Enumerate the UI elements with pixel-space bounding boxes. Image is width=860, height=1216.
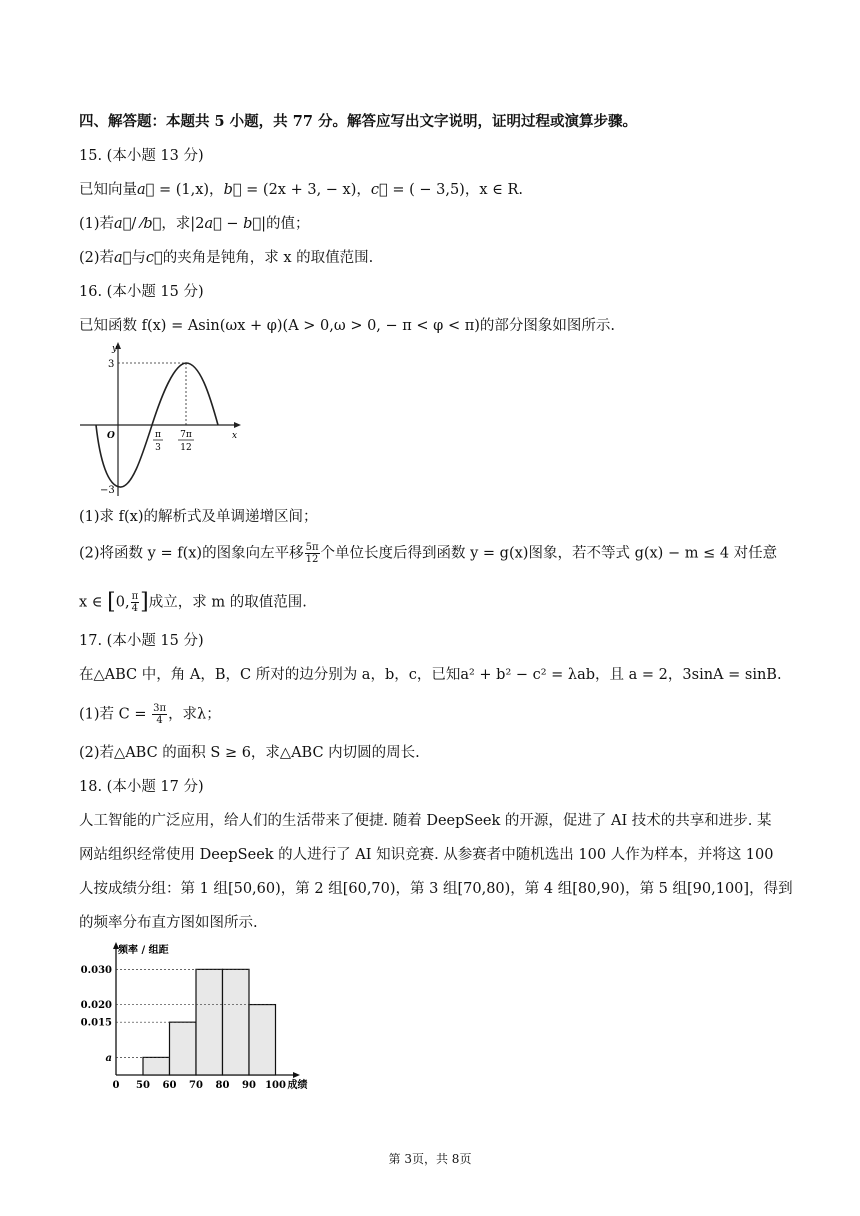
hist-bar bbox=[249, 1005, 276, 1075]
q16-part2-cont: x ∈ [0, $\frac{\pi}{4}$ ]成立，求 m 的取值范围. bbox=[79, 589, 307, 615]
x-arrow-icon bbox=[293, 1072, 300, 1078]
hist-bar bbox=[170, 1022, 197, 1075]
hist-y-tick: 0.030 bbox=[80, 964, 112, 976]
q18-line2: 网站组织经常使用 DeepSeek 的人进行了 AI 知识竞赛. 从参赛者中随机选出 100 人作为样本，并将这 100 bbox=[79, 847, 774, 863]
tick1-den: 3 bbox=[155, 443, 161, 453]
hist-x-tick: 80 bbox=[215, 1080, 230, 1091]
x-arrow-icon bbox=[234, 422, 241, 428]
q17-part2: (2)若△ABC 的面积 S ≥ 6，求△ABC 内切圆的周长. bbox=[79, 745, 420, 761]
hist-x-tick: 60 bbox=[162, 1080, 177, 1091]
graph-origin-label: O bbox=[107, 431, 115, 441]
q15-stem: 已知向量a⃗ = (1,x)，b⃗ = (2x + 3, − x)，c⃗ = ( − 3,5)，x ∈ R. bbox=[79, 182, 523, 198]
graph-y-label: y bbox=[112, 344, 118, 354]
tick2-num: 7π bbox=[180, 430, 192, 440]
hist-y-tick: 0.020 bbox=[80, 1000, 112, 1012]
q18-title: 18. (本小题 17 分) bbox=[79, 779, 204, 795]
q15-title: 15. (本小题 13 分) bbox=[79, 148, 204, 164]
q15-part1: (1)若a⃗/ ⁄b⃗，求|2a⃗ − b⃗|的值； bbox=[79, 216, 310, 232]
graph-max-label: 3 bbox=[108, 359, 115, 370]
section-heading: 四、解答题：本题共 5 小题，共 77 分。解答应写出文字说明，证明过程或演算步骤。 bbox=[79, 113, 637, 130]
q17-stem: 在△ABC 中，角 A，B，C 所对的边分别为 a，b，c，已知a² + b² − c² = λab，且 a = 2，3sinA = sinB. bbox=[79, 667, 782, 683]
tick1-num: π bbox=[155, 430, 161, 440]
sine-graph bbox=[78, 336, 258, 501]
frequency-histogram bbox=[76, 940, 326, 1092]
q18-line1: 人工智能的广泛应用，给人们的生活带来了便捷. 随着 DeepSeek 的开源，促进了 AI 技术的共享和进步. 某 bbox=[79, 813, 772, 829]
q17-title: 17. (本小题 15 分) bbox=[79, 633, 204, 649]
page-footer: 第 3页，共 8页 bbox=[388, 1152, 472, 1166]
histogram-figure bbox=[76, 940, 326, 1096]
hist-bar bbox=[143, 1057, 170, 1075]
q16-title: 16. (本小题 15 分) bbox=[79, 284, 204, 300]
graph-min-label: −3 bbox=[100, 485, 115, 496]
q16-part1: (1)求 f(x)的解析式及单调递增区间； bbox=[79, 509, 318, 525]
hist-x-tick: 100 bbox=[265, 1080, 286, 1091]
q18-line4: 的频率分布直方图如图所示. bbox=[79, 915, 258, 931]
tick2-den: 12 bbox=[180, 443, 192, 453]
hist-x-tick: 0 bbox=[112, 1080, 120, 1091]
graph-x-label: x bbox=[232, 431, 238, 441]
q17-part1: (1)若 C = $\frac{3\pi}{4}$ ，求λ； bbox=[79, 703, 221, 726]
hist-x-tick: 90 bbox=[242, 1080, 256, 1091]
hist-y-tick: a bbox=[105, 1052, 112, 1064]
hist-x-tick: 50 bbox=[136, 1080, 150, 1091]
q16-part2: (2)将函数 y = f(x)的图象向左平移 $\frac{5\pi}{12}$ 个单位长度后得到函数 y = g(x)图象，若不等式 g(x) − m ≤ 4 对任意 bbox=[79, 542, 778, 565]
q15-part2: (2)若a⃗与c⃗的夹角是钝角，求 x 的取值范围. bbox=[79, 250, 374, 266]
q16-stem: 已知函数 f(x) = Asin(ωx + φ)(A > 0,ω > 0, − π < φ < π)的部分图象如图所示. bbox=[79, 318, 615, 334]
hist-x-label: 成绩 bbox=[287, 1080, 308, 1091]
hist-x-tick: 70 bbox=[189, 1080, 203, 1091]
hist-y-tick: 0.015 bbox=[80, 1017, 112, 1029]
q18-line3: 人按成绩分组：第 1 组[50,60)，第 2 组[60,70)，第 3 组[70,80)，第 4 组[80,90)，第 5 组[90,100]，得到 bbox=[79, 881, 793, 897]
hist-bar bbox=[223, 969, 250, 1075]
hist-bar bbox=[196, 969, 223, 1075]
hist-y-label: 频率 / 组距 bbox=[118, 945, 169, 956]
sine-graph-figure bbox=[78, 336, 258, 505]
